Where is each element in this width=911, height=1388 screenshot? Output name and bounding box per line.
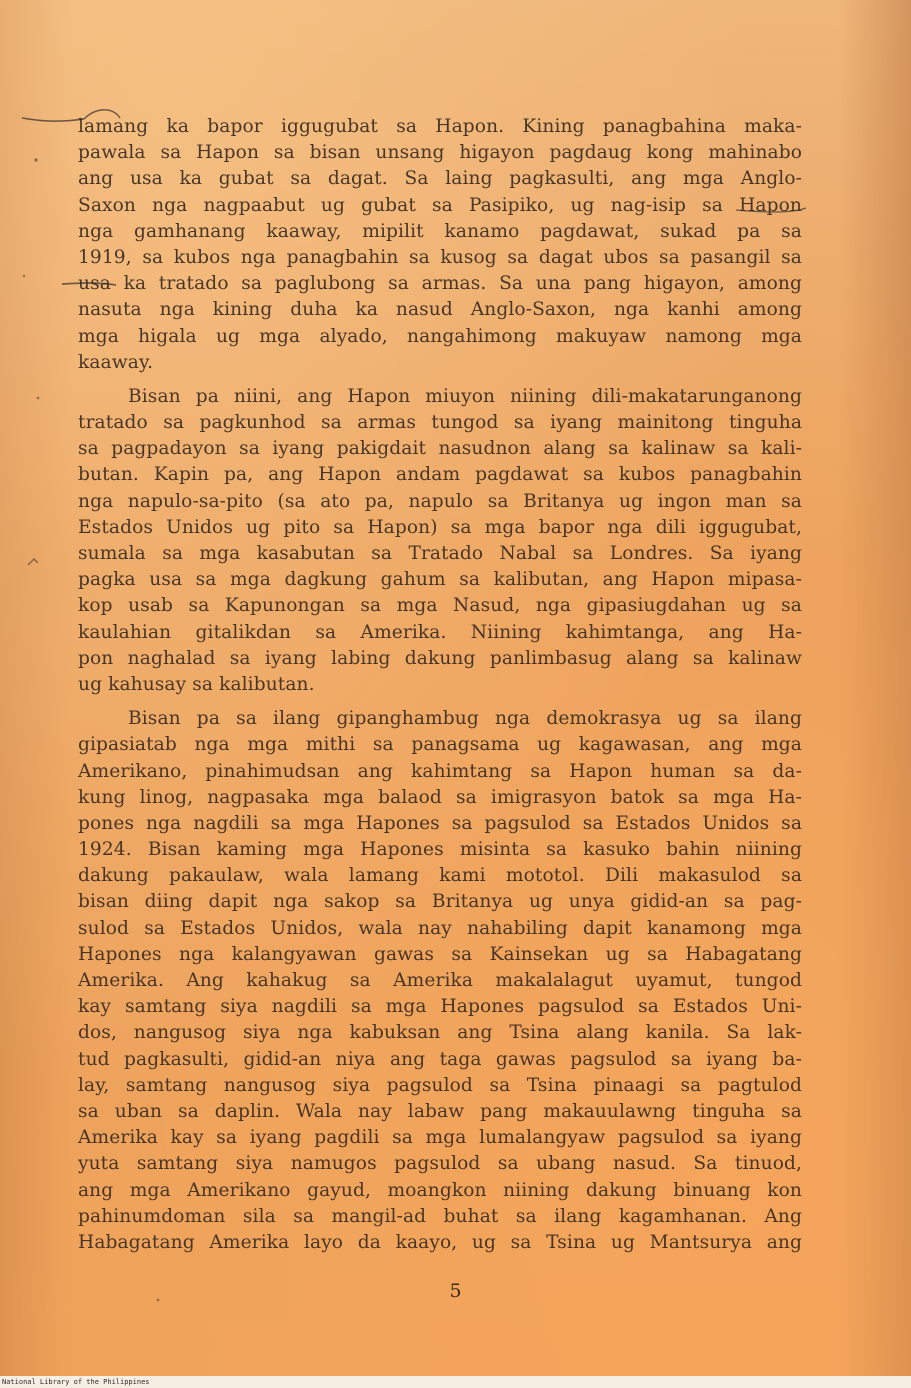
text-line: Hapones nga kalangyawan gawas sa Kainsekan ug sa Habagatang [78, 943, 802, 965]
text-line: sa pagpadayon sa iyang pakigdait nasudnon alang sa kalinaw sa kali- [78, 438, 802, 460]
text-line: pahinumdoman sila sa mangil-ad buhat sa ilang kagamhanan. Ang [78, 1205, 802, 1227]
text-line: lay, samtang nangusog siya pagsulod sa Tsina pinaagi sa pagtulod [78, 1074, 802, 1096]
text-line: Amerikano, pinahimudsan ang kahimtang sa Hapon human sa da- [78, 760, 802, 782]
text-line: tratado sa pagkunhod sa armas tungod sa iyang mainitong tinguha [78, 412, 802, 434]
text-line: nga gamhanang kaaway, mipilit kanamo pagdawat, sukad pa sa [78, 220, 802, 242]
text-line: pon naghalad sa iyang labing dakung panlimbasug alang sa kalinaw [78, 647, 802, 669]
text-line: sa uban sa daplin. Wala nay labaw pang makauulawng tinguha sa [78, 1100, 802, 1122]
text-line: Habagatang Amerika layo da kaayo, ug sa Tsina ug Mantsurya ang [78, 1231, 802, 1253]
text-line: ang usa ka gubat sa dagat. Sa laing pagkasulti, ang mga Anglo- [78, 168, 802, 190]
text-line: nasuta nga kining duha ka nasud Anglo-Saxon, nga kanhi among [78, 299, 802, 321]
text-line: ug kahusay sa kalibutan. [78, 673, 315, 695]
footer-credit: National Library of the Philippines [2, 1378, 150, 1386]
paragraph-2 [78, 384, 802, 698]
text-line: mga higala ug mga alyado, nangahimong makuyaw namong mga [78, 325, 802, 347]
text-line: pones nga nagdili sa mga Hapones sa pagsulod sa Estados Unidos sa [78, 812, 802, 834]
text-line: yuta samtang siya namugos pagsulod sa ubang nasud. Sa tinuod, [78, 1153, 802, 1175]
text-line: Saxon nga nagpaabut ug gubat sa Pasipiko, ug nag-isip sa Hapon [78, 194, 802, 216]
text-line: sumala sa mga kasabutan sa Tratado Nabal sa Londres. Sa iyang [78, 543, 802, 564]
text-line: pawala sa Hapon sa bisan unsang higayon pagdaug kong mahinabo [78, 142, 802, 164]
text-line: Amerika. Ang kahakug sa Amerika makalalagut uyamut, tungod [78, 970, 802, 991]
text-line: kung linog, nagpasaka mga balaod sa imigrasyon batok sa mga Ha- [78, 786, 802, 808]
text-line: nga napulo-sa-pito (sa ato pa, napulo sa Britanya ug ingon man sa [78, 490, 802, 512]
text-line: sulod sa Estados Unidos, wala nay nahabiling dapit kanamong mga [78, 917, 802, 939]
text-line: gipasiatab nga mga mithi sa panagsama ug kagawasan, ang mga [78, 734, 802, 756]
text-line: Bisan pa niini, ang Hapon miuyon niining dili-makatarunganong [128, 385, 802, 407]
text-line: kaaway. [78, 351, 154, 373]
body-text [78, 114, 802, 1264]
text-line: bisan diing dapit nga sakop sa Britanya ug unya gidid-an sa pag- [78, 891, 802, 913]
text-line: kop usab sa Kapunongan sa mga Nasud, nga gipasiugdahan ug sa [78, 595, 802, 617]
text-line: 1924. Bisan kaming mga Hapones misinta sa kasuko bahin niining [78, 839, 802, 861]
text-line: Bisan pa sa ilang gipanghambug nga demokrasya ug sa ilang [128, 708, 802, 730]
text-line: ang mga Amerikano gayud, moangkon niining dakung binuang kon [78, 1179, 802, 1201]
text-line: Estados Unidos ug pito sa Hapon) sa mga bapor nga dili iggugubat, [78, 516, 802, 538]
text-line: lamang ka bapor iggugubat sa Hapon. Kining panagbahina maka- [78, 116, 802, 137]
paragraph-1 [78, 114, 802, 376]
text-line: usa ka tratado sa paglubong sa armas. Sa una pang higayon, among [78, 273, 802, 295]
text-line: pagka usa sa mga dagkung gahum sa kalibutan, ang Hapon mipasa- [78, 569, 802, 591]
text-line: kaulahian gitalikdan sa Amerika. Niining kahimtanga, ang Ha- [78, 621, 802, 643]
text-line: butan. Kapin pa, ang Hapon andam pagdawat sa kubos panagbahin [78, 464, 802, 486]
text-line: Amerika kay sa iyang pagdili sa mga lumalangyaw pagsulod sa iyang [78, 1127, 802, 1149]
text-line: dos, nangusog siya nga kabuksan ang Tsina alang kanila. Sa lak- [78, 1022, 802, 1044]
text-line: tud pagkasulti, gidid-an niya ang taga gawas pagsulod sa iyang ba- [78, 1048, 802, 1070]
text-line: dakung pakaulaw, wala lamang kami mototol. Dili makasulod sa [78, 865, 802, 887]
text-line: kay samtang siya nagdili sa mga Hapones pagsulod sa Estados Uni- [78, 996, 802, 1018]
text-line: 1919, sa kubos nga panagbahin sa kusog sa dagat ubos sa pasangil sa [78, 246, 802, 268]
page-number: 5 [449, 1280, 462, 1302]
paragraph-3 [78, 706, 802, 1256]
